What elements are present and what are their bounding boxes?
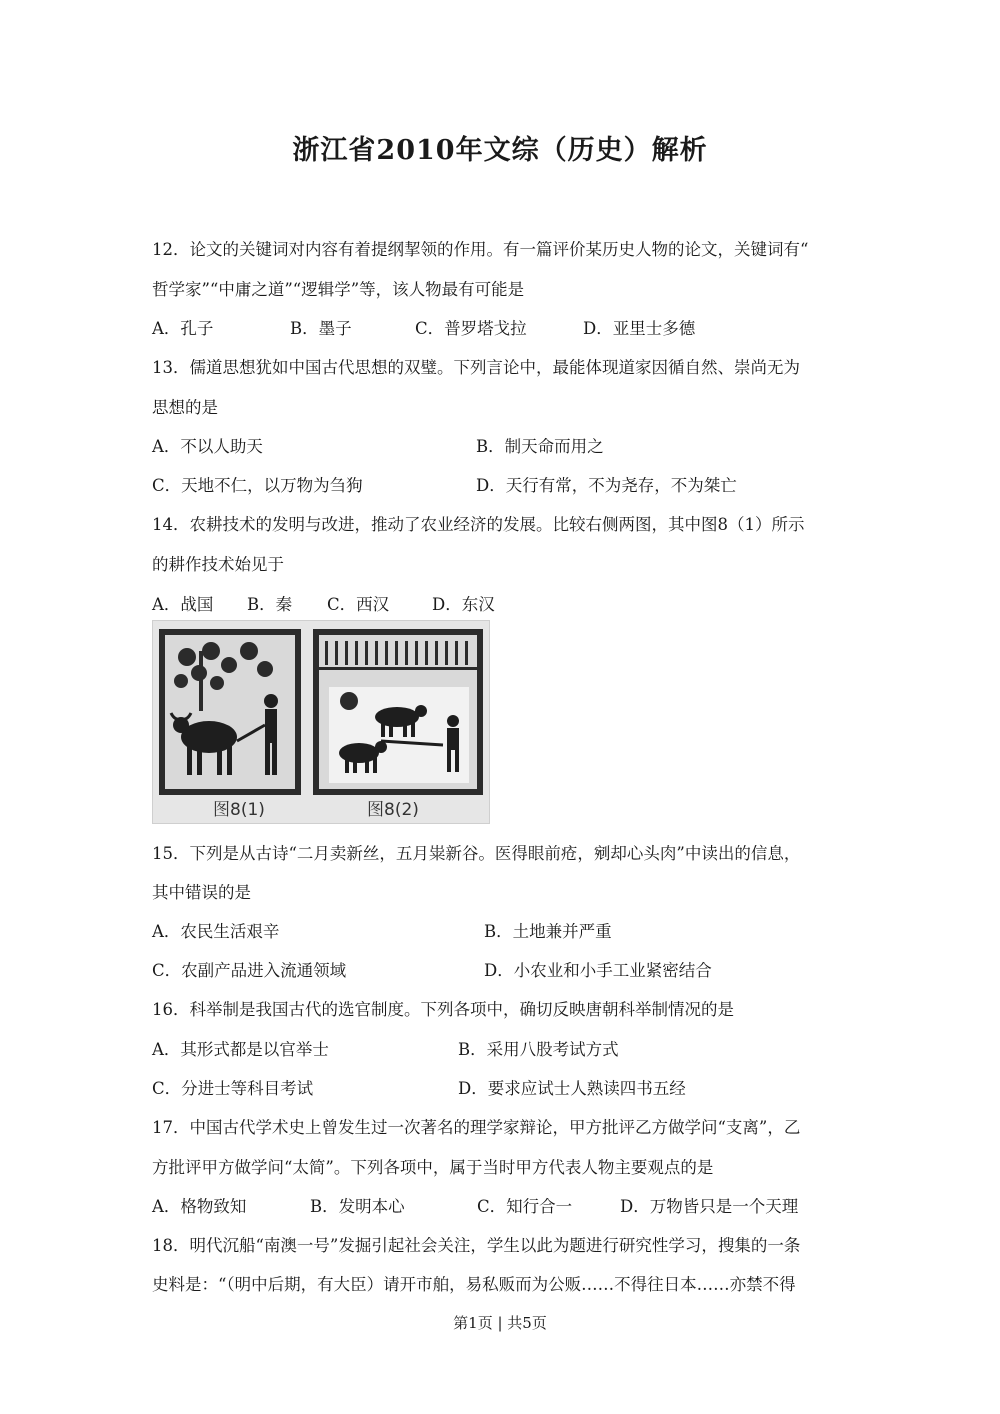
q12-stem-line2: 哲学家”“中庸之道”“逻辑学”等，该人物最有可能是 xyxy=(152,280,525,299)
q14-option-b: B．秦 xyxy=(247,595,293,614)
q16-option-b: B．采用八股考试方式 xyxy=(458,1040,619,1059)
page-footer: 第1页 | 共5页 xyxy=(453,1314,547,1332)
q13-stem-line1: 13．儒道思想犹如中国古代思想的双璧。下列言论中，最能体现道家因循自然、崇尚无为 xyxy=(152,358,800,377)
q12-option-d: D．亚里士多德 xyxy=(583,319,696,338)
q15-stem-line2: 其中错误的是 xyxy=(152,883,251,902)
fig8-2-sun-icon xyxy=(340,692,358,710)
q16-option-c: C．分进士等科目考试 xyxy=(152,1079,314,1098)
q17-option-d: D．万物皆只是一个天理 xyxy=(620,1197,799,1216)
q12-stem-line1: 12．论文的关键词对内容有着提纲挈领的作用。有一篇评价某历史人物的论文，关键词有“ xyxy=(152,240,809,259)
q13-option-b: B．制天命而用之 xyxy=(476,437,604,456)
q12-option-b: B．墨子 xyxy=(290,319,352,338)
q15-stem-line1: 15．下列是从古诗“二月卖新丝，五月粜新谷。医得眼前疮，剜却心头肉”中读出的信息， xyxy=(152,844,801,863)
q15-option-a: A．农民生活艰辛 xyxy=(152,922,280,941)
q14-stem-line1: 14．农耕技术的发明与改进，推动了农业经济的发展。比较右侧两图，其中图8（1）所示 xyxy=(152,515,805,534)
q17-option-b: B．发明本心 xyxy=(310,1197,405,1216)
q17-stem-line2: 方批评甲方做学问“太简”。下列各项中，属于当时甲方代表人物主要观点的是 xyxy=(152,1158,714,1177)
q13-option-d: D．天行有常，不为尧存，不为桀亡 xyxy=(476,476,737,495)
q13-option-c: C．天地不仁，以万物为刍狗 xyxy=(152,476,363,495)
q18-stem-line1: 18．明代沉船“南澳一号”发掘引起社会关注，学生以此为题进行研究性学习，搜集的一条 xyxy=(152,1236,801,1255)
q12-option-a: A．孔子 xyxy=(152,319,214,338)
q17-option-c: C．知行合一 xyxy=(477,1197,573,1216)
q17-option-a: A．格物致知 xyxy=(152,1197,247,1216)
q17-stem-line1: 17．中国古代学术史上曾发生过一次著名的理学家辩论，甲方批评乙方做学问“支离”，乙 xyxy=(152,1118,801,1137)
page-title: 浙江省2010年文综（历史）解析 xyxy=(292,135,708,166)
q14-option-d: D．东汉 xyxy=(432,595,495,614)
q15-option-d: D．小农业和小手工业紧密结合 xyxy=(484,961,712,980)
q18-stem-line2: 史料是：“（明中后期，有大臣）请开市舶，易私贩而为公贩……不得往日本……亦禁不得 xyxy=(152,1275,796,1294)
q14-option-c: C．西汉 xyxy=(327,595,390,614)
q15-option-b: B．土地兼并严重 xyxy=(484,922,612,941)
q13-stem-line2: 思想的是 xyxy=(152,398,218,417)
figure-8-svg xyxy=(153,621,489,823)
q16-stem-line1: 16．科举制是我国古代的选官制度。下列各项中，确切反映唐朝科举制情况的是 xyxy=(152,1000,734,1019)
fig8-1-label: 图8(1) xyxy=(213,800,265,820)
fig8-2-label: 图8(2) xyxy=(367,800,419,820)
q14-stem-line2: 的耕作技术始见于 xyxy=(152,555,284,574)
q13-option-a: A．不以人助天 xyxy=(152,437,263,456)
figure-8-plowing-images xyxy=(152,620,490,824)
q16-option-a: A．其形式都是以官举士 xyxy=(152,1040,329,1059)
q15-option-c: C．农副产品进入流通领域 xyxy=(152,961,347,980)
q14-option-a: A．战国 xyxy=(152,595,214,614)
q12-option-c: C．普罗塔戈拉 xyxy=(415,319,527,338)
q16-option-d: D．要求应试士人熟读四书五经 xyxy=(458,1079,686,1098)
